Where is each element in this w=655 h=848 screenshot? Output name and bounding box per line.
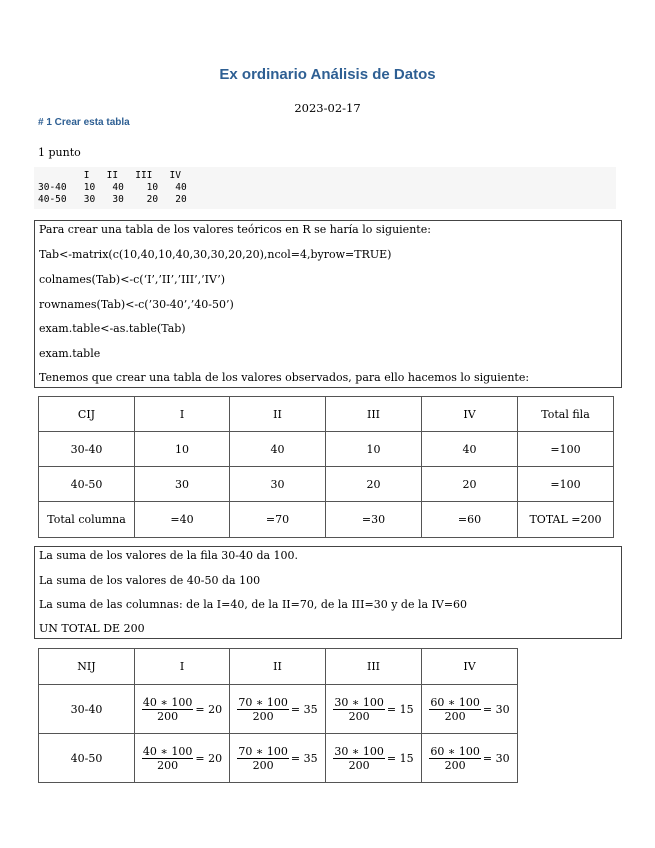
numerator: 30 ∗ 100 [334,695,384,709]
code-header-row: I II III IV [38,170,181,181]
table-row [39,467,614,502]
code-line: rownames(Tab)<-c(’30-40’,’40-50’) [39,298,234,311]
denominator: 200 [444,709,466,723]
fraction [429,696,480,723]
header-cell: IV [422,649,518,685]
numerator: 70 ∗ 100 [238,695,288,709]
fraction [429,745,480,772]
points-label: 1 punto [38,146,81,159]
fraction [142,696,193,723]
header-cell: CIJ [39,397,135,432]
denominator: 200 [252,758,274,772]
table-cell: 10 [326,432,422,467]
denominator: 200 [157,709,179,723]
code-line: Tab<-matrix(c(10,40,10,40,30,30,20,20),ncol=4,byrow=TRUE) [39,248,392,261]
table-row [39,685,518,734]
result: = 20 [195,751,223,765]
result: = 35 [290,751,318,765]
table-cell: =40 [135,502,230,538]
result: = 35 [290,702,318,716]
expected-values-table [38,648,518,783]
row-label-cell: 40-50 [39,734,135,783]
table-cell: 20 [422,467,518,502]
table-header-row [39,649,518,685]
fraction [333,696,384,723]
numerator: 70 ∗ 100 [238,744,288,758]
denominator: 200 [157,758,179,772]
document-date: 2023-02-17 [294,101,361,115]
table-row [39,432,614,467]
text-line: Tenemos que crear una tabla de los valores observados, para ello hacemos lo siguiente: [39,371,530,384]
row-label-cell: Total columna [39,502,135,538]
table-cell: =30 [326,502,422,538]
code-line: exam.table [39,347,101,360]
formula-cell [135,734,230,783]
code-line: exam.table<-as.table(Tab) [39,322,186,335]
header-cell: II [230,397,326,432]
formula-cell [230,734,326,783]
section-heading: # 1 Crear esta tabla [38,117,130,128]
result: = 30 [482,702,510,716]
text-line: La suma de los valores de 40-50 da 100 [39,574,261,587]
denominator: 200 [252,709,274,723]
result: = 15 [386,702,414,716]
code-row-30-40: 30-40 10 40 10 40 [38,182,187,193]
row-label-cell: 30-40 [39,432,135,467]
fraction [333,745,384,772]
table-cell: 10 [135,432,230,467]
table-cell: =60 [422,502,518,538]
denominator: 200 [348,709,370,723]
document-title: Ex ordinario Análisis de Datos [219,66,436,83]
table-cell: 30 [135,467,230,502]
denominator: 200 [444,758,466,772]
header-cell: II [230,649,326,685]
row-label-cell: 30-40 [39,685,135,734]
table-cell: 20 [326,467,422,502]
table-total-row [39,502,614,538]
result: = 15 [386,751,414,765]
numerator: 40 ∗ 100 [142,744,193,758]
fraction [142,745,193,772]
formula-cell [230,685,326,734]
header-cell: I [135,649,230,685]
code-line: colnames(Tab)<-c(‘I’,’II’,’III’,’IV’) [39,273,226,286]
observed-values-table [38,396,614,538]
sums-explanation-box [34,546,622,639]
code-row-40-50: 40-50 30 30 20 20 [38,194,187,205]
row-label-cell: 40-50 [39,467,135,502]
text-line: UN TOTAL DE 200 [39,622,145,635]
numerator: 30 ∗ 100 [334,744,384,758]
table-row [39,734,518,783]
code-output-block [34,167,616,209]
table-header-row [39,397,614,432]
header-cell: Total fila [518,397,614,432]
text-line: La suma de los valores de la fila 30-40 da 100. [39,549,299,562]
table-cell: 40 [230,432,326,467]
explanation-box-r-code [34,220,622,388]
header-cell: III [326,649,422,685]
formula-cell [326,685,422,734]
table-cell: =100 [518,467,614,502]
header-cell: IV [422,397,518,432]
result: = 20 [195,702,223,716]
numerator: 60 ∗ 100 [430,695,480,709]
denominator: 200 [348,758,370,772]
table-cell: 40 [422,432,518,467]
numerator: 40 ∗ 100 [142,695,193,709]
fraction [237,696,288,723]
header-cell: III [326,397,422,432]
formula-cell [326,734,422,783]
table-cell: 30 [230,467,326,502]
table-cell: TOTAL =200 [518,502,614,538]
formula-cell [422,685,518,734]
formula-cell [135,685,230,734]
formula-cell [422,734,518,783]
fraction [237,745,288,772]
numerator: 60 ∗ 100 [430,744,480,758]
text-line: La suma de las columnas: de la I=40, de la II=70, de la III=30 y de la IV=60 [39,598,468,611]
table-cell: =100 [518,432,614,467]
header-cell: I [135,397,230,432]
result: = 30 [482,751,510,765]
table-cell: =70 [230,502,326,538]
header-cell: NIJ [39,649,135,685]
text-line: Para crear una tabla de los valores teóricos en R se haría lo siguiente: [39,223,431,236]
